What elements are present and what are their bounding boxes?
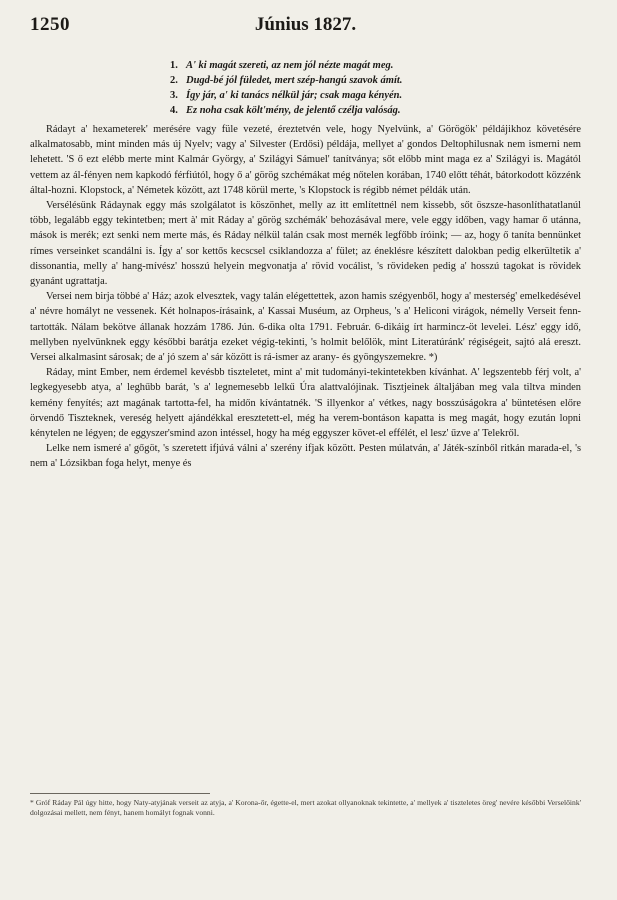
- poem-line-number: 3.: [170, 90, 178, 101]
- poem-line-text: Így jár, a' ki tanács nélkül jár; csak maga kényén.: [186, 90, 403, 101]
- paragraph: Versei nem birja többé a' Ház; azok elvesztek, vagy talán elégettettek, azon hamis szégyenből, hogy a' mesterség' emelkedésével a' névre homályt ne vessenek. Két holnapos-írásaink, a' Kassai Muséum, az Orpheus, 's a' Heliconi virágok, némelly Verseit fenn-tartották. Nálam bekötve állanak hozzám 1786. Jún. 6-dika olta 1791. Február. 6-dikáig írt harmincz-öt levelei. Lész' eggy idő, mellyben nyelvünknek eggy későbbi barátja ezeket végig-tekinti, 's holmit belőlök, mint Literatúránk' régiségeit, sajtó alá ereszt. Versei alkalmasint sárosak; de a' jó szem a' sár között is rá-ismer az arany- és gyöngyszemekre. *): [30, 291, 581, 364]
- poem-line-text: Dugd-bé jól füledet, mert szép-hangú szavok ámít.: [186, 75, 403, 86]
- poem-line-number: 1.: [170, 60, 178, 71]
- body-text: [30, 122, 581, 472]
- poem-line: [170, 88, 581, 103]
- footnote-divider: [30, 793, 210, 794]
- poem-line: [170, 73, 581, 88]
- poem-line-number: 4.: [170, 105, 178, 116]
- running-title: Június 1827.: [254, 14, 357, 35]
- poem-block: [170, 58, 581, 118]
- paragraph: Ráday, mint Ember, nem érdemel kevésbb tiszteletet, mint a' mit tudományi-tekintetekben kívánhat. A' legszentebb férj volt, a' legkegyesebb atya, a' leghűbb barát, 's a' legnemesebb lelkű Úra alattvalójinak. Tisztjeinek általjában meg vala tiltva minden kemény fenyítés; azt magának tartotta-fel, ha midőn kívántatnék. 'S illyenkor a' vétkes, nagy bosszúságokra a' büntetésen előre örvendő Tiszteknek, vereség helyett ajándékkal eresztetett-el, még ha verem-bontáson kapatta is meg magát, hogy ezután lopni kénytelen ne légyen; de eggyszer'smind azon intéssel, hogy ha még eggyszer követ-el effélét, el lesz' űzve a' Telekről.: [30, 367, 581, 440]
- page-header: [30, 14, 581, 46]
- poem-line-text: A' ki magát szereti, az nem jól nézte magát meg.: [186, 60, 394, 71]
- poem-line-text: Ez noha csak költ'mény, de jelentő czélja valóság.: [186, 105, 401, 116]
- footnote: * Gróf Ráday Pál úgy hitte, hogy Naty-atyjának verseit az atyja, a' Korona-őr, égette-el, mert azokat ollyanoknak tekintette, a' mellyek a' tiszteletes öreg' nevére későbbi Verselőink' dolgozásai mellett, nem fényt, hanem homályt fognak vonni.: [30, 798, 581, 817]
- page-number: 1250: [30, 14, 70, 35]
- poem-line-number: 2.: [170, 75, 178, 86]
- poem-line: [170, 103, 581, 118]
- paragraph: Versélésünk Rádaynak eggy más szolgálatot is köszönhet, melly az itt említettnél nem kissebb, sőt öszsze-hasonlíthatatlanúl több, legalább eggy tekintetben; mert à' mit Ráday a' görög szchémák' behozásával mere, vele eggy időben, vagy hamar ő utánna, mások is merék; ezt senki nem merte más, és Ráday nélkül talán csak most mernék legfőbb íróink; — az, hogy ő taníta bennünket rímes verseinket scandálni is. Így a' sor kettős kecscsel csiklandozza a' fület; az éneklésre készített dalokban pedig elkerültetik a' dissonantia, melly a' hang-mívész' hosszú helyein megvonatja a' rövid vocálist, 's rövideken pedig a' hosszú tagokat is rövidek gyanánt ugrattatja.: [30, 200, 581, 288]
- paragraph: Rádayt a' hexameterek' merésére vagy füle vezeté, éreztetvén vele, hogy Nyelvünk, a' Görögök' példájikhoz követésére alkalmatosabb, mint minden más új Nyelv; vagy a' Silvester (Erdősi) példája, mellyet a' gondos Deltophilusnak nem ismerni nem lehetett. 'S ő ezt elébb merte mint Kalmár György, a' Szilágyi Sámuel' tanítványa; sőt előbb mint maga ez a' Szilágyi is. Magától vettem az ál-fényen nem kapkodó férfiútól, hogy ő a' görög szchémákat még nőtelen korában, 1740 előtt téhát, bátorkodott közzénk által-hozni. Klopstock, a' Németek között, azt 1748 körül merte, 's Klopstock is régibb német példák után.: [30, 124, 581, 196]
- poem-line: [170, 58, 581, 73]
- paragraph: Lelke nem ismeré a' gőgöt, 's szeretett ifjúvá válni a' szerény ifjak között. Pesten múlatván, a' Játék-színből ritkán marada-el, 's nem a' Lózsikban foga helyt, menye és: [30, 443, 581, 470]
